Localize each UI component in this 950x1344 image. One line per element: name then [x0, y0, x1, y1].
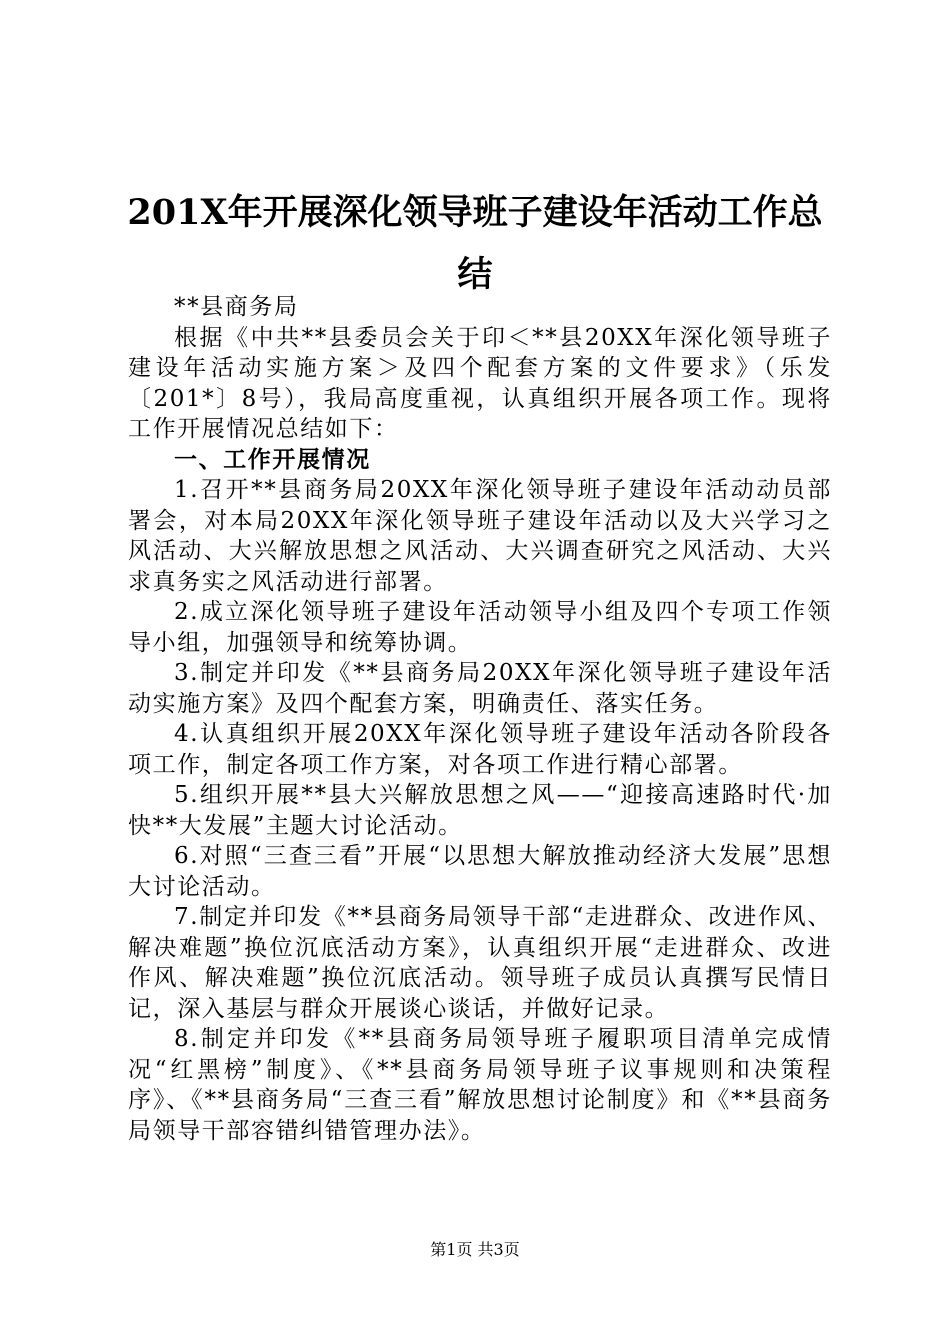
document-body — [128, 292, 832, 1146]
document-title: 201X年开展深化领导班子建设年活动工作总结 — [127, 192, 823, 295]
list-item-1: 1.召开**县商务局20XX年深化领导班子建设年活动动员部署会，对本局20XX年深化领导班子建设年活动以及大兴学习之风活动、大兴解放思想之风活动、大兴调查研究之风活动、大兴求真务实之风活动进行部署。 — [128, 477, 832, 595]
list-item-8: 8.制定并印发《**县商务局领导班子履职项目清单完成情况“红黑榜”制度》、《**县商务局领导班子议事规则和决策程序》、《**县商务局“三查三看”解放思想讨论制度》和《**县商务局领导干部容错纠错管理办法》。 — [128, 1026, 832, 1144]
list-item-6: 6.对照“三查三看”开展“以思想大解放推动经济大发展”思想大讨论活动。 — [128, 843, 832, 900]
list-item-2: 2.成立深化领导班子建设年活动领导小组及四个专项工作领导小组，加强领导和统筹协调。 — [128, 599, 832, 656]
list-item-5: 5.组织开展**县大兴解放思想之风——“迎接高速路时代·加快**大发展”主题大讨论活动。 — [128, 782, 832, 839]
intro-paragraph: 根据《中共**县委员会关于印＜**县20XX年深化领导班子建设年活动实施方案＞及四个配套方案的文件要求》（乐发〔201*〕8号），我局高度重视，认真组织开展各项工作。现将工作开展情况总结如下： — [128, 324, 832, 442]
page-number-footer: 第1页 共3页 — [430, 1240, 520, 1259]
list-item-7: 7.制定并印发《**县商务局领导干部“走进群众、改进作风、解决难题”换位沉底活动方案》，认真组织开展“走进群众、改进作风、解决难题”换位沉底活动。领导班子成员认真撰写民情日记，深入基层与群众开展谈心谈话，并做好记录。 — [128, 904, 832, 1022]
author-line: **县商务局 — [174, 294, 299, 320]
section-heading: 一、工作开展情况 — [174, 445, 371, 473]
list-item-4: 4.认真组织开展20XX年深化领导班子建设年活动各阶段各项工作，制定各项工作方案，对各项工作进行精心部署。 — [128, 721, 832, 778]
list-item-3: 3.制定并印发《**县商务局20XX年深化领导班子建设年活动实施方案》及四个配套方案，明确责任、落实任务。 — [128, 660, 832, 717]
